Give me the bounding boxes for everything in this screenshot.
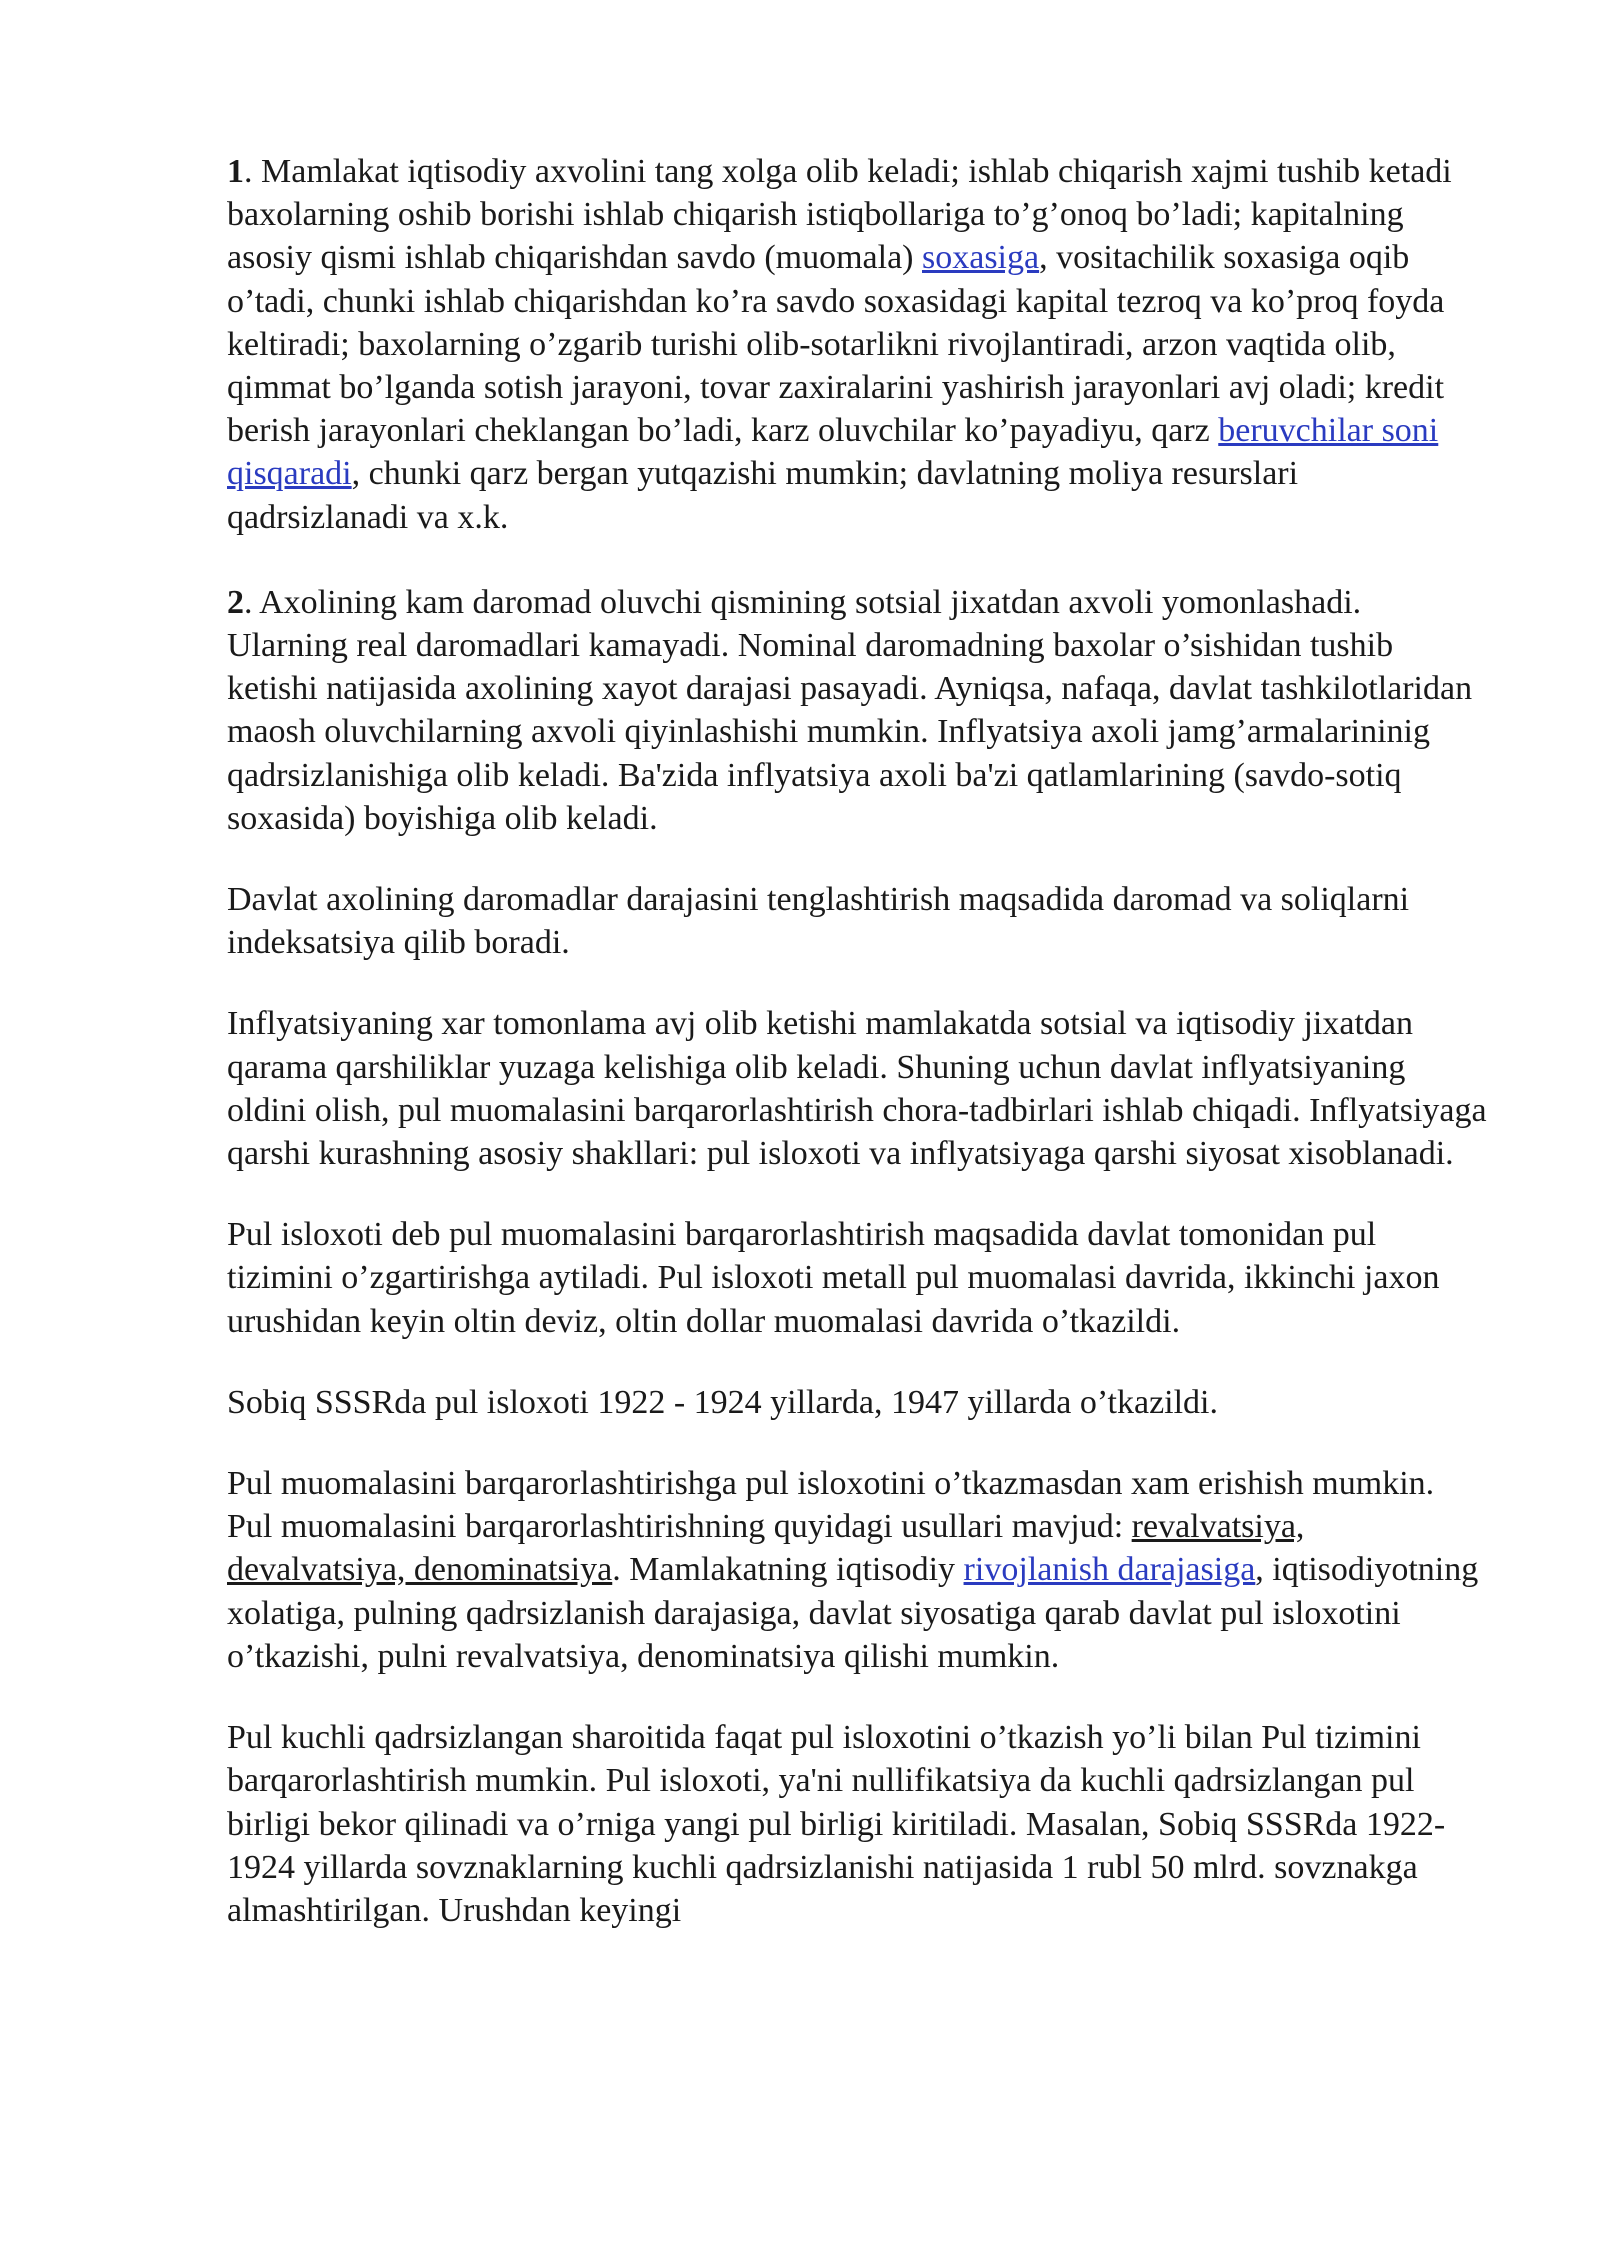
paragraph-8: Pul kuchli qadrsizlangan sharoitida faqat pul isloxotini o’tkazish yo’li bilan Pul tizimini barqarorlashtirish mumkin. Pul isloxoti, ya'ni nullifikatsiya da kuchli qadrsizlangan pul birligi bekor qilinadi va o’rniga yangi pul birligi kiritiladi. Masalan, Sobiq SSSRda 1922-1924 yillarda sovznaklarning kuchli qadrsizlanishi natijasida 1 rubl 50 mlrd. sovznakga almashtirilgan. Urushdan keyingi	[227, 1719, 1446, 1929]
paragraph-1-text-a: . Mamlakat iqtisodiy axvolini tang xolga olib keladi; ishlab chiqarish xajmi tushib ketadi baxolarning oshib borishi ishlab chiqarish istiqbollariga to’g’onoq bo’ladi; kapitalning asosiy qismi ishlab chiqarishdan savdo (muomala)	[227, 153, 1452, 277]
paragraph-3: Davlat axolining daromadlar darajasini tenglashtirish maqsadida daromad va soliqlarni indeksatsiya qilib boradi.	[227, 881, 1410, 962]
item-number-1: 1	[227, 153, 244, 190]
paragraph-1-text-b: , vositachilik soxasiga oqib o’tadi, chunki ishlab chiqarishdan ko’ra savdo soxasidagi kapital tezroq va ko’proq foyda keltiradi; baxolarning o’zgarib turishi olib-sotarlikni rivojlantiradi, arzon vaqtida olib, qimmat bo’lganda sotish jarayoni, tovar zaxiralarini yashirish jarayonlari avj oladi; kredit berish jarayonlari cheklangan bo’ladi, karz oluvchilar ko’payadiyu, qarz	[227, 239, 1445, 450]
link-soxasiga[interactable]: soxasiga	[922, 239, 1040, 277]
paragraph-6: Sobiq SSSRda pul isloxoti 1922 - 1924 yillarda, 1947 yillarda o’tkazildi.	[227, 1383, 1218, 1421]
paragraph-2-text: . Axolining kam daromad oluvchi qismining sotsial jixatdan axvoli yomonlashadi. Ularning real daromadlari kamayadi. Nominal daromadning baxolar o’sishidan tushib ketishi natijasida axolining xayot darajasi pasayadi. Ayniqsa, nafaqa, davlat tashkilotlaridan maosh oluvchilarning axvoli qiyinlashishi mumkin. Inflyatsiya axoli jamg’armalarininig qadrsizlanishiga olib keladi. Ba'zida inflyatsiya axoli ba'zi qatlamlarining (savdo-sotiq soxasida) boyishiga olib keladi.	[227, 583, 1473, 837]
link-rivojlanish-darajasiga[interactable]: rivojlanish darajasiga	[963, 1551, 1256, 1589]
paragraph-5: Pul isloxoti deb pul muomalasini barqarorlashtirish maqsadida davlat tomonidan pul tizimini o’zgartirishga aytiladi. Pul isloxoti metall pul muomalasi davrida, ikkinchi jaxon urushidan keyin oltin deviz, oltin dollar muomalasi davrida o’tkazildi.	[227, 1216, 1440, 1340]
paragraph-1-text-c: , chunki qarz bergan yutqazishi mumkin; davlatning moliya resurslari qadrsizlanadi va x.k.	[227, 455, 1299, 536]
paragraph-7	[227, 1462, 1487, 1678]
underlined-methods: revalvatsiya, devalvatsiya, denominatsiya	[227, 1508, 1305, 1589]
paragraph-4: Inflyatsiyaning xar tomonlama avj olib ketishi mamlakatda sotsial va iqtisodiy jixatdan qarama qarshiliklar yuzaga kelishiga olib keladi. Shuning uchun davlat inflyatsiyaning oldini olish, pul muomalasini barqarorlashtirish chora-tadbirlari ishlab chiqadi. Inflyatsiyaga qarshi kurashning asosiy shakllari: pul isloxoti va inflyatsiyaga qarshi siyosat xisoblanadi.	[227, 1005, 1487, 1173]
link-beruvchilar-soni-qisqaradi[interactable]: beruvchilar soni qisqaradi	[227, 412, 1439, 493]
document-body	[227, 150, 1487, 1970]
paragraph-1	[227, 150, 1487, 539]
paragraph-7-text-c: , iqtisodiyotning xolatiga, pulning qadrsizlanish darajasiga, davlat siyosatiga qarab davlat pul isloxotini o’tkazishi, pulni revalvatsiya, denominatsiya qilishi mumkin.	[227, 1551, 1479, 1675]
item-number-2: 2	[227, 583, 244, 621]
paragraph-2	[227, 581, 1487, 840]
paragraph-7-text-b: . Mamlakatning iqtisodiy	[612, 1551, 964, 1589]
paragraph-7-text-a: Pul muomalasini barqarorlashtirishga pul isloxotini o’tkazmasdan xam erishish mumkin. Pul muomalasini barqarorlashtirishning quyidagi usullari mavjud:	[227, 1465, 1435, 1546]
